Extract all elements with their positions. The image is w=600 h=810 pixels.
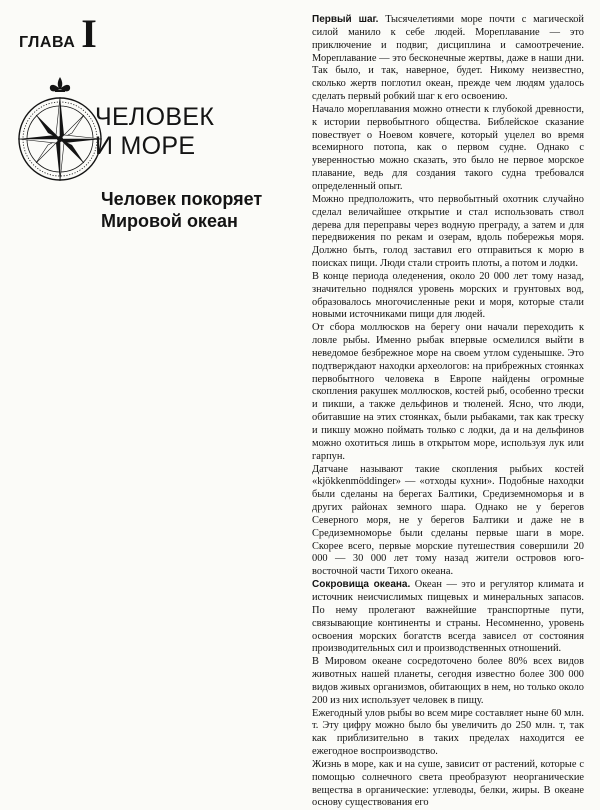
paragraph (312, 271, 584, 322)
paragraph-text: Океан — это и регулятор климата и источник неисчислимых пищевых и минеральных запасов. По нему пролегают важнейшие транспортные пути, связывающие континенты и страны. Несомненно, уровень освоения морских богатств всегда зависел от состояния производительных сил и производственных отношений. (312, 579, 584, 655)
paragraph-text: Можно предположить, что первобытный охотник случайно сделал величайшее открытие и стал использовать ствол дерева для переправы через водную преграду, а затем и для передвижения по рекам и озерам, вдоль побережья моря. Должно быть, голод заставил его отправиться к морю в поисках пищи. Люди стали строить плоты, а потом и лодки. (312, 193, 584, 270)
chapter-word: ГЛАВА (19, 34, 76, 51)
paragraph (312, 656, 584, 707)
chapter-title (95, 103, 214, 161)
paragraph-text: В конце периода оледенения, около 20 000 лет тому назад, значительно поднялся уровень морских и грунтовых вод, образовалось многочисленные реки и моря, которые стали новыми источниками пищи для людей. (312, 270, 584, 321)
paragraph-text: В Мировом океане сосредоточено более 80% всех видов животных нашей планеты, сегодня известно более 300 000 видов живых организмов, обитающих в нем, но только около 200 из них использует человек в пищу. (312, 656, 584, 706)
paragraph (312, 104, 584, 194)
section-title (101, 188, 262, 232)
paragraph-text: Датчане называют такие скопления рыбьих костей «kjökkenmöddinger» — «отходы кухни». Подобные находки были сделаны на берегах Балтики, Средиземноморья и в других районах земного шара. Однако не у берегов Северного моря, не у берегов Балтики и даже не в Средиземноморье были сделаны первые шаги в море. Скорее всего, первые морские путешествия совершили 20 000 — 30 000 лет тому назад жители островов юго-восточной части Тихого океана. (312, 463, 584, 578)
compass-rose-icon (14, 75, 106, 187)
paragraph-text: Тысячелетиями море почти с магической силой манило к себе людей. Мореплавание — это приключение и подвиг, дисциплина и самоотречение. Мореплавание — это бесконечные жертвы, даже в наши дни. Так было, и так, наверное, будет. Никому неизвестно, сколько жертв поглотил океан, прежде чем людям удалось сделать первый робкий шаг к его освоению. (312, 14, 584, 103)
paragraph (312, 759, 584, 810)
paragraph-lead: Первый шаг. (312, 14, 379, 25)
paragraph-text: От сбора моллюсков на берегу они начали переходить к ловле рыбы. Именно рыбак впервые осмелился выйти в неведомое безбрежное море на своем утлом суденышке. Это подтверждают находки археологов: на прибрежных стоянках первобытного человека в Европе найдены огромные скопления ракушек моллюсков, костей рыб, особенно трески и пикши, а также дельфинов и тюленей. Ясно, что люди, обитавшие на этих стоянках, были рыбаками, так как треску и пикшу можно поймать только с лодки, да и на дельфинов можно охотиться лишь в открытом море, используя лук или гарпун. (312, 322, 584, 462)
chapter-title-line1: ЧЕЛОВЕК (95, 103, 215, 131)
section-title-line2: Мировой океан (101, 211, 238, 231)
paragraph-text: Ежегодный улов рыбы во всем мире составляет ныне 60 млн. т. Эту цифру можно было бы увеличить до 250 млн. т, так как приблизительно в таких пределах находится ее ежегодное воспроизводство. (312, 707, 584, 758)
paragraph (312, 322, 584, 463)
paragraph (312, 579, 584, 656)
paragraph-lead: Сокровища океана. (312, 579, 411, 591)
paragraph (312, 14, 584, 104)
chapter-number: I (81, 11, 97, 56)
paragraph (312, 464, 584, 580)
paragraph (312, 708, 584, 759)
section-title-line1: Человек покоряет (101, 189, 263, 209)
chapter-title-line2: И МОРЕ (95, 132, 196, 160)
paragraph-text: Начало мореплавания можно отнести к глубокой древности, к истории первобытного общества. Библейское сказание повествует о Ноевом ковчеге, который уцелел во время всемирного потопа, как о первом судне. Однако с уверенностью можно сказать, это было не первое морское плавание, ведь для создания такого судна требовался определенный опыт. (312, 103, 584, 192)
paragraph-text: Жизнь в море, как и на суше, зависит от растений, которые с помощью солнечного света преобразуют неорганические вещества в органические: углеводы, белки, жиры. В океане основу существования его (312, 758, 584, 809)
paragraph (312, 194, 584, 271)
chapter-heading (19, 11, 97, 56)
text-column (312, 14, 584, 810)
